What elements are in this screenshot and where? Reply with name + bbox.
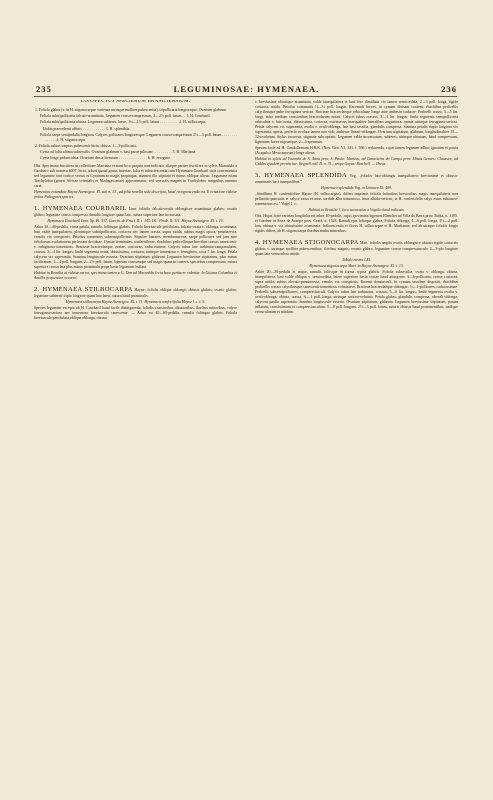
key-entry: Foliola subtripollicaria falcato-acuminata. Legumen crasso-compressum, 2—2½ poll. latum . . 1. H. Courbaril. xyxy=(40,114,211,119)
species-3-entry xyxy=(255,172,458,185)
key-entry: 1. Foliola glabra (v. in H. stigonocarpae varietate utrinque molliter pubescentia), tripollicaria longioraque. Ovarium glabrum. xyxy=(35,108,228,113)
species-2-entry xyxy=(34,286,237,299)
species-3-obs: Obs. Hujus forte varietas longifolia est arbor 40-pedalis, cujus specimina legerunt Blanchet ad Villa da Barra prov. Bahia, n. 3185. et Gardner in Serra de Araripe prov. Ceará, n. 1528. Ramuli ejus foliaque glabra. Foliola oblonga, 4—6 poll. longa, 1½—2 poll. lata, obtusa v. vix obtusissime acuminata. Inflorescentia et flores H. stilbocarpae et H. Martianae, sed ab utraque foliolis longis rigidis differt, ab H. stigonocarpa floribus multo minoribus. xyxy=(255,214,458,233)
species-2-description-cont: v. breviusime obtusique acuminata, valde inaequilatera et basi fere dimidiata vix tamen semicordata, 2—3 poll. longa, rigide coriacea, nitida. Petiolus communis ½—¾ poll. longus. Racemuli breves, in cymam densam conferti, rhachibus pedicellis calycibusque pube ferruginea sericea. Bracteae bracteolaeque orbiculatae longe ante anthesin caducae. Pedicelli crassi, 3—5 lin. longi, infra medium crassioribus bracteolarum notati. Calycis tubus crassus, 3—4 lin. longus; limbi segmenta semipollicaria orbiculata v. late ovata, obtusissima, coriacea, extrinsecus inaequaliter lateralibus angustiora, omnia utrinque ferrugineo-sericea. Petala calycem vix superantia, ovalia v. ovali-oblonga, late basi sessilia, glandulis conspersa. Stamina petalis duplo longiora vix superantia, aperta, perfecte evoluta tamen non vidi; antherae lineari-oblongae. Ovarium stipitatum, glabrum, longitudinaliter 10—12-ovulatum. Stylus incurvus, stigmate subcapitato. Legumen valde incrassatum, subteres, utrinque obtusum, haud compressum, lignosum, laeve nigrumque, 2—4-spermum. xyxy=(255,100,458,144)
species-1-habitat: Habitat in Brasilia ut videtur rarior, specimina tamen a G. Don ad Maranhão lecta haec pertinere videntur. In Guiana Columbia et Antillis frequentior occurrit. xyxy=(34,270,237,280)
species-1-synonymy: Hymenaea Courbaril Linn. Sp. Pl. 537. Gaertn. de Fruct. II. t. 145. DC. Prodr. II. 511. Hayne Arzneigew. XI. t. 10. xyxy=(47,219,224,223)
left-column xyxy=(34,100,237,710)
species-1-entry xyxy=(34,205,237,218)
species-4-description: Arbor 20—30-pedalis et major, ramulis foliisque in forma typica glabris. Foliola subsessilia, ovata v. oblonga, obtusa, inaequilatera, basi valde obliqua v. semicordata, latere superiore basin costae haud attingente, 3—6-pollicaria, crasse coriacea, supra nitida, subtus elevato-penninervia, venulis vix conspicuis. Racemi densiusculi, in cymam sessilem dispositi, rhachibus pedicellis crassis calycibusque canescenti-tomentosis velutinisve. Bracteae bracteolaeque oblongae, ½—1-pollicares, caducissimae. Pedicelli subsemipollicares, compressiusculi. Calycis tubus late turbinatus, crassus, 5—6 lin. longus; limbi segmenta ovalia v. ovali-oblonga, obtusa, crassa, ¾—1 poll. longa, utrinque sericeo-velutina. Petala glabra, glandulis conspersa, obovali-oblonga, calycem paullo superantia. Stamina longiuscule exserta. Ovarium stipitatum, glabrum. Legumen breviusime stipitatum, parum inflatum, crassissimum et compressiusculum, 5—8 poll. longum, 2½—3 poll. latum, suturis obtusis haud prominentibus, undique verruculosum et nitidum. xyxy=(255,269,458,314)
species-4-diagnosis: Mart. foliolis amplis ovatis oblongisve obtusis rigide coriaceis glabris v. utrinque molliter pubescentibus; floribus magnis; ovario glabro; legumine crasso compressiusculo 2—3-plo longiore quam lato verruculoso nitido. xyxy=(255,241,458,256)
species-2-habitat: Habitat in sylvis ad Fazenda de S. Anna prov. S. Paulo: Martius; ad Canavieira do Campo prov. Minas Geraes: Claussen; ad Caldas ejusdem provinciae: Regnell coll. II. n. 31.; prope Goyaz: Burchell. — Oreas. xyxy=(255,156,458,166)
species-3-description: „Simillima H. confertifoliae Hayne (H. stilbocarpae), differt imprimis foliolis latioribus brevioribus magis inaequilateris non pellucido-punctatis et calyce extus et intus sordide albo-tomentoso, intus albido-sericeo; ia H. confertifolia calyx extus subaureo-tomentosus est." Vogel l. c. xyxy=(255,191,458,206)
right-column xyxy=(255,100,458,710)
species-3-synonymy: Hymenaea splendida Vog. in Linnaea XI. 409. xyxy=(321,185,392,190)
key-entry: 2. Foliola subtus saepius pubescenti-hirta, obtusa, 1—3-pollicaria. xyxy=(35,143,137,148)
species-1-heading: 1. HYMENAEA COURBARIL xyxy=(34,205,127,213)
species-4-heading: 4. HYMENAEA STIGONOCARPA xyxy=(255,239,359,247)
key-entry: Cyma longe pedunculata. Ovarium dense hirsutum . . . . . . . . . . . . . . . 6. H. eriogyne. xyxy=(40,156,171,161)
species-3-heading: 3. HYMENAEA SPLENDIDA xyxy=(255,171,348,179)
species-3-habitat: Habitat in Brasilia ?, loco accuratius a Vogelio haud indicato. xyxy=(308,207,405,212)
species-4-entry xyxy=(255,239,458,257)
obs-paragraph: Obs. Specimina fructifera in collectione Martiana exstant loco proprio non indicato, aliaque partier fructifera in sylvis Maranhão a Gardnero sub numero 6007. lecta, arbori quoad genus incertae, folia et infructescentia cum Hymenaea Courbaril satis convenientia sed legumine toto cortice versus et Cynometrae magis propinqua, attamen illo stipitato et minus oblique alicuo. Legumine etiam Trachylobio (generi Africae orientalis et Madagascariae) approximatur, sed verruciis magnis in Trachylobio insignibus omnino caret. xyxy=(34,164,237,189)
species-2-synonymy: Hymenaea stilbocarpa Hayne Arzneigew. XI. t. 11. Hymenaea confertifolia Hayne l. c. t. 9. xyxy=(65,299,206,304)
species-1-diagnosis: Linn. foliolis falcato-ovatis oblongisve acuminatis glabris; ovario glabro; legumine crasso compresso dimidio longiore quam lato, sutura superiore late incrassata. xyxy=(34,207,237,217)
plate-reference: Tabula nostra LXI. xyxy=(341,257,371,262)
species-2-diagnosis: Hayne: foliolis oblique oblongis obtusis glabris; ovario glabro; legumine subtereti triplo longiore quam lato laevi, sutura haud prominulis. xyxy=(34,288,237,298)
species-2-description: Species legumine excepto ab H. Courbaril haud facile distinguenda, foliolis crassioribus obtusioribus, floribus minoribus, calyce ferrugineo-sericeo nec tomentoso breviusculo canescente. — Arbor est 40—60-pedalis, ramulis foliisque glabris. Foliola breviuscule petiolulata oblique oblonga, obtusa xyxy=(34,305,237,320)
species-2-heading: 2. HYMENAEA STILBOCARPA xyxy=(34,286,133,293)
header-rule xyxy=(34,96,457,97)
species-2-note: Specim facie ad H. Candolleanam H.B.K. (Nov. Gen. VI. 323. t. 566.) reducenda, cujus tamen legumen adhuc ignotum et patria (Acapulco Mexicanorum) longe aliena. xyxy=(255,145,458,155)
species-3-diagnosis: Vog. „foliolis lato-oblongis inaequilateris breviusime et obtuso-acuminatis basi inaequalibus." xyxy=(255,173,458,184)
species-4-synonymy: Hymenaea stigonocarpa Mart. in Hayne Arzneigew. XI. t. 13. xyxy=(309,263,404,268)
page-number-left: 235 xyxy=(36,84,52,94)
species-1-description: Arbor 30—40-pedalis, coma patula, ramulis folliisque glabris. Foliola breviuscule petiolulata, falcato-ovata v. oblonga, acuminata, basi valde inaequilatera, plerumque subtripollicaria, coriacea nec tamen crassa, supra nitida, subtus magis opaca, penninervia, venulis vix conspicuis. Petiolus communis subsemipollicaris. Stipulae lineares, membranaceae, saepe pollicares sed jam ante foliolorum evolutionem perfectam deciduae. Cymae terminales, confertiflorae, rhachibus pedicellisque brevibus crassis canescenti- v. rubiginoso-tomentosis. Bracteae bracteolaeque ovatae, concavae, caducissimae. Calycis tubus late turbinato-campanulatus, crassus, 3—4 lin. longus; limbi segmenta ovata, obtusissima, coriacea, utrinque tomentosa v. ferruginea, circa 7 lin. longa. Petala calycem vix superantia. Stamina longiuscule exserta. Ovarium stipitatum glabrum. Legumen breviusime stipitatum, plus minus facilicatum, 3—4 poll. longum, 2—2½ poll. latum, ligneum crassumque sed magis quam in caeteris speciebus compressum, sutura superiore crassa lata plus minus prominula prope basin leguminis bullata. xyxy=(34,225,237,269)
key-entry: Cyma ad folia ultima subsessilis. Ovarium glabrum v. basi parce pilosum . . . . . . . . . . 5. H. Martiana. xyxy=(40,149,197,154)
running-head: LEGUMINOSAE: HYMENAEA. xyxy=(173,84,320,94)
page-number-right: 236 xyxy=(441,84,457,94)
key-entry: Foliola saepe semipedalia longiora. Calyces pollicares longioresque. Legumen crasso-compressum 2½—3 poll. latum . . . . . . . . . . . . . . 4. H. stigonocarpa. xyxy=(40,132,237,142)
key-entry: Dubia praecedenti affinis . . . . . . . . . . . . 3. H. splendida. xyxy=(43,126,131,131)
rotundata-note: Hymenaea rotundata Hayne Arzneigew. XI. sub n. 13., ad folia novella sola descripta, haud recognoscenda est. E venatione videtur potius Peltogynes species. xyxy=(34,190,237,200)
key-entry: Foliola subtripollicaria obtusa. Legumen subteres, laeve, 1¼—1½ poll. latum . . . . . . . . . . 2. H. stilbocarpa. xyxy=(40,120,206,125)
conspectus-title: CONSPECTUS SPECIERUM BRASILIENSIUM. xyxy=(80,100,191,104)
